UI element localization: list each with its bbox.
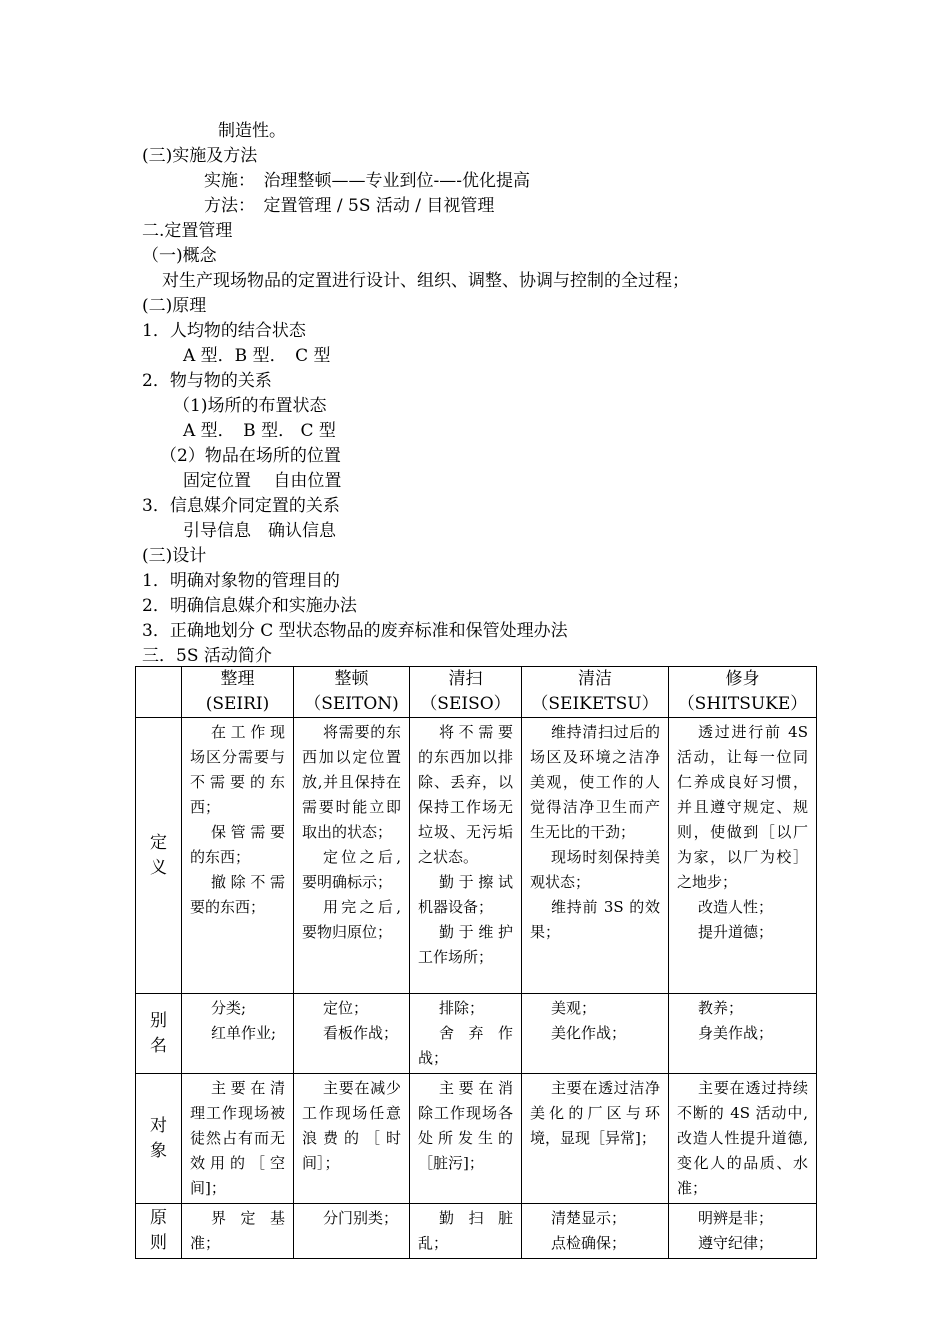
row-label-char: 则	[150, 1233, 167, 1253]
cell-text: 界定基准；	[190, 1209, 285, 1252]
table-cell	[522, 718, 669, 994]
table-header-row	[136, 667, 817, 718]
table-row-definition	[136, 718, 817, 994]
table-cell	[669, 994, 817, 1074]
cell-text: 透过进行前 4S 活动，让每一位同仁养成良好习惯，并且遵守规定、规则，使做到［以厂为家，以厂为校］之地步；	[677, 723, 808, 891]
cell-text: 现场时刻保持美观状态；	[530, 848, 660, 891]
row-label	[136, 718, 182, 994]
cell-text: 维持前 3S 的效果；	[530, 898, 660, 941]
cell-text: 改造人性；	[698, 898, 774, 916]
cell-text: 分类;	[211, 999, 247, 1017]
header-shitsuke	[669, 667, 817, 718]
table-cell	[522, 994, 669, 1074]
cell-text: 主要在减少工作现场任意浪费的［时间］；	[302, 1079, 401, 1172]
section-heading: (二)原理	[142, 296, 207, 316]
cell-text: 维持清扫过后的场区及环境之洁净美观，使工作的人觉得洁净卫生而产生无比的干劲；	[530, 723, 660, 841]
table-cell	[294, 718, 410, 994]
cell-text: 舍弃作战；	[418, 1024, 513, 1067]
text-line: 2．物与物的关系	[142, 371, 272, 391]
cell-text: 主要在透过洁净美化的厂区与环境，显现［异常]；	[530, 1079, 660, 1147]
header-en: （SEIKETSU）	[531, 694, 659, 714]
row-label-char: 原	[150, 1208, 167, 1228]
cell-text: 点检确保；	[551, 1234, 627, 1252]
cell-text: 教养；	[698, 999, 744, 1017]
cell-text: 在工作现场区分需要与不需要的东西；	[190, 723, 285, 816]
cell-text: 排除；	[439, 999, 485, 1017]
cell-text: 美化作战；	[551, 1024, 627, 1042]
header-cn: 清洁	[578, 669, 612, 689]
text-line: 制造性。	[218, 121, 286, 141]
row-label-char: 定	[150, 832, 167, 853]
cell-text: 主要在消除工作现场各处所发生的［脏污]；	[418, 1079, 513, 1172]
cell-text: 勤于擦试机器设备；	[418, 873, 513, 916]
cell-text: 撤除不需要的东西；	[190, 873, 285, 916]
table-cell	[522, 1204, 669, 1259]
table-cell	[182, 1074, 294, 1204]
table-cell	[410, 1074, 522, 1204]
text-line: 方法： 定置管理 / 5S 活动 / 目视管理	[204, 196, 495, 216]
table-cell	[669, 718, 817, 994]
section-heading: (三)设计	[142, 546, 207, 566]
cell-text: 主要在透过持续不断的 4S 活动中,改造人性提升道德,变化人的品质、水准；	[677, 1079, 808, 1197]
text-line: 实施： 治理整顿——专业到位-—-优化提高	[204, 171, 530, 191]
table-cell	[410, 994, 522, 1074]
cell-text: 明辨是非；	[698, 1209, 774, 1227]
cell-text: 勤扫脏乱；	[418, 1209, 513, 1252]
cell-text: 保管需要的东西；	[190, 823, 285, 866]
row-label	[136, 1074, 182, 1204]
table-cell	[410, 1204, 522, 1259]
table-cell	[182, 994, 294, 1074]
cell-text: 将不需要的东西加以排除、丢弃，以保持工作场无垃圾、无污垢之状态。	[418, 723, 513, 866]
text-line: 3．信息媒介同定置的关系	[142, 496, 340, 516]
cell-text: 红单作业;	[211, 1024, 277, 1042]
header-cn: 整理	[220, 669, 255, 689]
table-cell	[669, 1204, 817, 1259]
header-cn: 整顿	[334, 669, 369, 689]
table-cell	[410, 718, 522, 994]
section-heading: （一)概念	[142, 246, 217, 266]
row-label-char: 别	[150, 1010, 167, 1031]
header-en: (SEIRI)	[205, 694, 270, 714]
text-line: （1)场所的布置状态	[173, 396, 327, 416]
row-label	[136, 1204, 182, 1259]
row-label-char: 义	[150, 857, 167, 878]
row-label	[136, 994, 182, 1074]
table-cell	[182, 718, 294, 994]
cell-text: 分门别类；	[323, 1209, 399, 1227]
cell-text: 清楚显示；	[551, 1209, 627, 1227]
text-line: A 型．B 型． C 型	[183, 346, 331, 366]
cell-text: 主要在清理工作现场被徒然占有而无效用的［空间]；	[190, 1079, 285, 1197]
cell-text: 身美作战；	[698, 1024, 774, 1042]
table-cell	[522, 1074, 669, 1204]
text-line: A 型． B 型． C 型	[183, 421, 336, 441]
table-cell	[294, 1204, 410, 1259]
text-line: 3．正确地划分 C 型状态物品的废弃标准和保管处理办法	[142, 621, 568, 641]
header-en: （SEITON)	[304, 694, 399, 714]
section-heading: (三)实施及方法	[142, 146, 258, 166]
text-line: 1．明确对象物的管理目的	[142, 571, 340, 591]
cell-text: 定位之后,要明确标示；	[302, 848, 401, 891]
text-line: （2）物品在场所的位置	[160, 446, 341, 466]
text-line: 引导信息 确认信息	[183, 521, 336, 541]
header-en: （SHITSUKE）	[677, 694, 808, 714]
text-line: 固定位置 自由位置	[183, 471, 342, 491]
header-cn: 修身	[725, 669, 760, 689]
header-seiton	[294, 667, 410, 718]
cell-text: 勤于维护工作场所；	[418, 923, 513, 966]
text-line: 2．明确信息媒介和实施办法	[142, 596, 357, 616]
section-heading: 二.定置管理	[142, 221, 233, 241]
table-row-principle	[136, 1204, 817, 1259]
row-label-char: 象	[150, 1140, 167, 1161]
corner-cell	[136, 667, 182, 718]
row-label-char: 对	[150, 1115, 167, 1136]
cell-text: 美观；	[551, 999, 597, 1017]
text-line: 对生产现场物品的定置进行设计、组织、调整、协调与控制的全过程；	[162, 271, 689, 291]
header-cn: 清扫	[448, 669, 483, 689]
table-row-target	[136, 1074, 817, 1204]
cell-text: 看板作战；	[323, 1024, 399, 1042]
cell-text: 用完之后,要物归原位；	[302, 898, 401, 941]
table-row-alias	[136, 994, 817, 1074]
cell-text: 将需要的东西加以定位置放,并且保持在需要时能立即取出的状态；	[302, 723, 401, 841]
table-cell	[294, 994, 410, 1074]
section-heading: 三．5S 活动简介	[142, 646, 272, 666]
header-seiketsu	[522, 667, 669, 718]
table-cell	[669, 1074, 817, 1204]
row-label-char: 名	[150, 1035, 167, 1056]
cell-text: 提升道德；	[698, 923, 774, 941]
5s-table	[135, 666, 817, 1259]
header-seiri	[182, 667, 294, 718]
table-cell	[294, 1074, 410, 1204]
table-cell	[182, 1204, 294, 1259]
text-line: 1．人均物的结合状态	[142, 321, 306, 341]
cell-text: 定位；	[323, 999, 369, 1017]
cell-text: 遵守纪律；	[698, 1234, 774, 1252]
header-seiso	[410, 667, 522, 718]
header-en: （SEISO）	[420, 694, 511, 714]
